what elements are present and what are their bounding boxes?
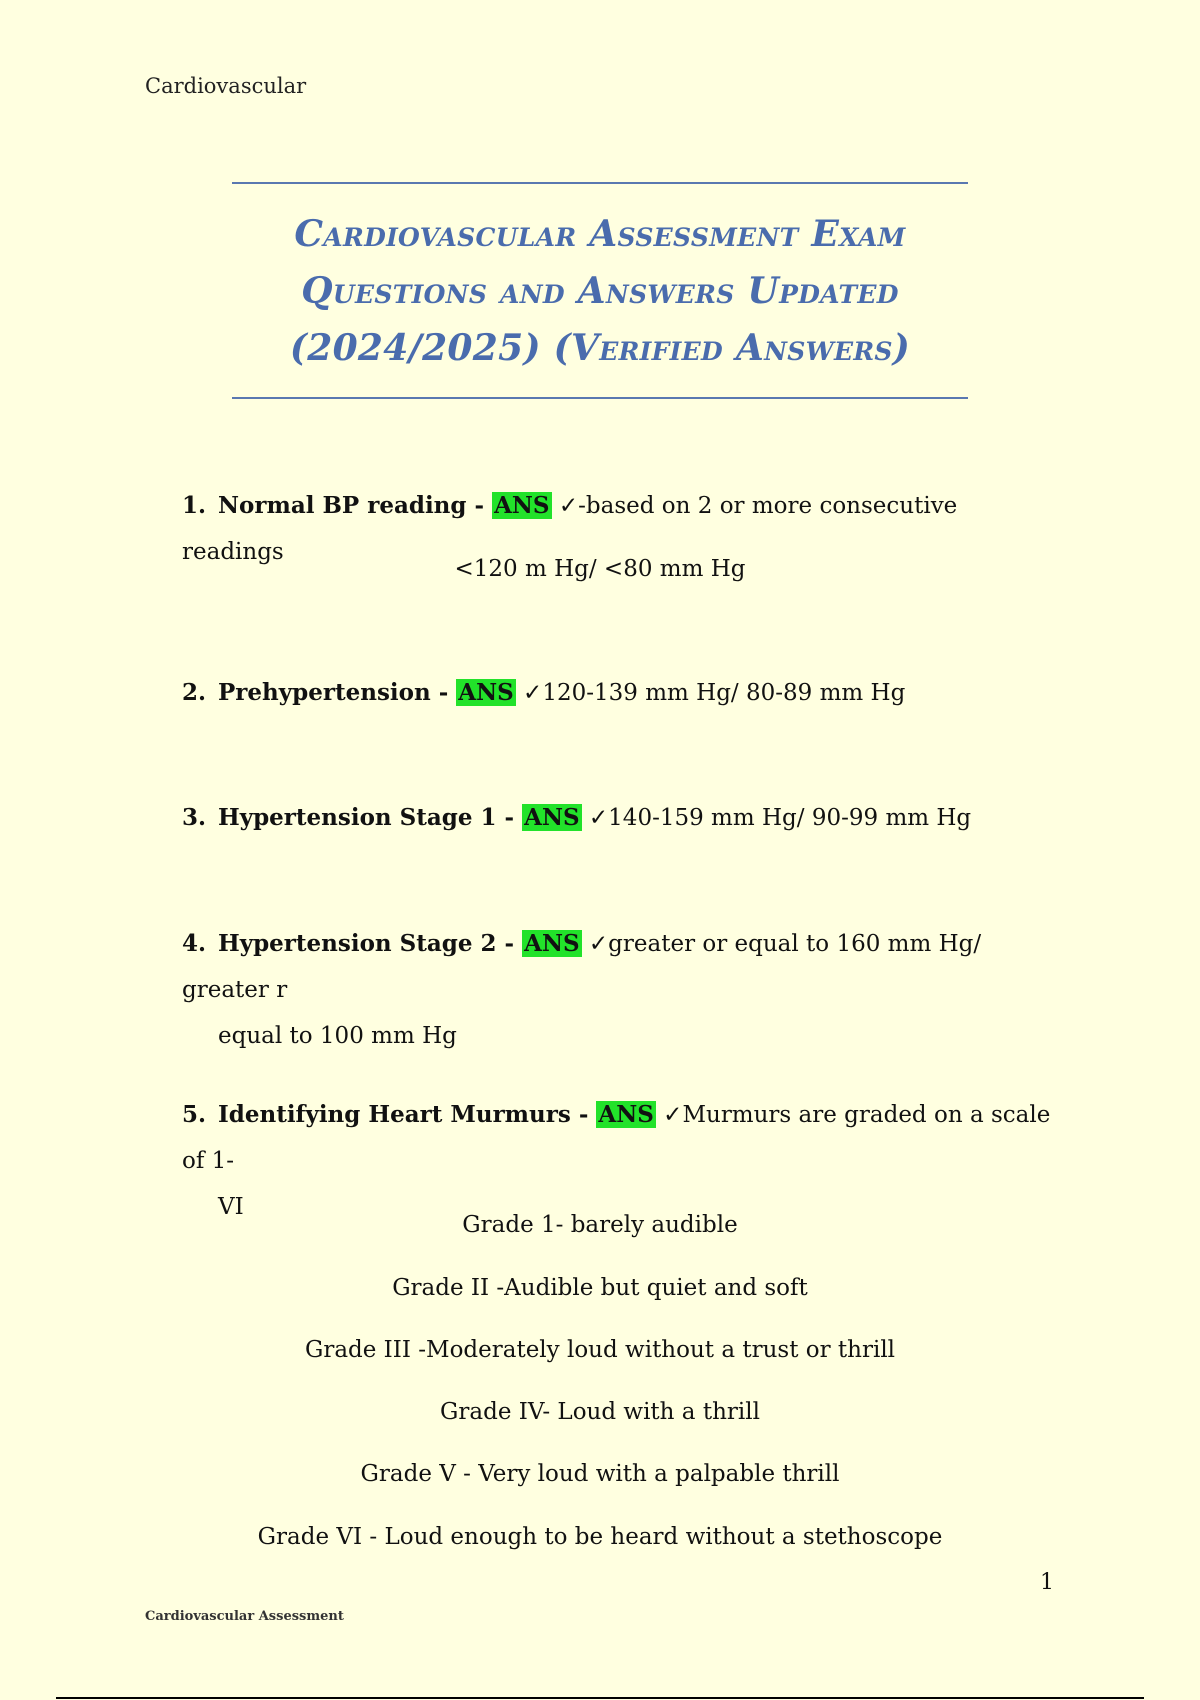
ans-highlight: ANS — [598, 1101, 654, 1128]
answer-text: 120-139 mm Hg/ 80-89 mm Hg — [542, 680, 906, 706]
separator: - — [496, 804, 523, 831]
separator: - — [430, 679, 457, 706]
answer-text: 140-159 mm Hg/ 90-99 mm Hg — [608, 805, 972, 831]
check-icon: ✓ — [581, 931, 609, 957]
question-number: 2. — [182, 679, 207, 706]
check-icon: ✓ — [581, 805, 609, 831]
ans-highlight: ANS — [458, 679, 514, 706]
question-term: Hypertension Stage 2 — [218, 930, 497, 957]
ans-highlight: ANS — [494, 492, 550, 519]
answer-text: Murmurs are graded on a scale of 1- — [182, 1102, 1051, 1174]
murmur-grade-line: Grade VI - Loud enough to be heard without a stethoscope — [257, 1524, 943, 1550]
separator: - — [570, 1101, 597, 1128]
question-number: 4. — [182, 930, 207, 957]
check-icon: ✓ — [655, 1102, 683, 1128]
document-title — [232, 182, 968, 399]
page-number: 1 — [1040, 1570, 1054, 1595]
question-number: 1. — [182, 492, 207, 519]
murmur-grade-line: Grade II -Audible but quiet and soft — [392, 1275, 808, 1301]
question-number: 5. — [182, 1101, 207, 1128]
murmur-grade-line: Grade III -Moderately loud without a trust or thrill — [304, 1337, 896, 1363]
separator: - — [466, 492, 493, 519]
separator: - — [496, 930, 523, 957]
murmur-grade-line: Grade IV- Loud with a thrill — [440, 1399, 760, 1425]
question-term: Prehypertension — [218, 679, 431, 706]
page-footer: Cardiovascular Assessment — [145, 1609, 344, 1624]
answer-extra-line: <120 m Hg/ <80 mm Hg — [454, 556, 746, 582]
page-header: Cardiovascular — [145, 74, 307, 98]
title-line: Cardiovascular Assessment Exam — [294, 213, 906, 255]
murmur-grade-line: Grade 1- barely audible — [462, 1212, 738, 1238]
answer-text: -based on 2 or more consecutive readings — [182, 493, 958, 565]
question-term: Hypertension Stage 1 — [218, 804, 497, 831]
title-line: Questions and Answers Updated — [301, 270, 899, 312]
answer-continuation: VI — [218, 1194, 244, 1220]
question-item — [182, 921, 1062, 1059]
question-term: Identifying Heart Murmurs — [218, 1101, 571, 1128]
murmur-grade-line: Grade V - Very loud with a palpable thrill — [360, 1461, 840, 1487]
check-icon: ✓ — [515, 680, 543, 706]
question-term: Normal BP reading — [218, 492, 467, 519]
question-item — [182, 670, 1062, 716]
check-icon: ✓ — [551, 493, 579, 519]
answer-continuation: equal to 100 mm Hg — [218, 1023, 457, 1049]
question-item — [182, 795, 1062, 841]
ans-highlight: ANS — [524, 930, 580, 957]
title-line: (2024/2025) (Verified Answers) — [289, 327, 911, 369]
ans-highlight: ANS — [524, 804, 580, 831]
question-number: 3. — [182, 804, 207, 831]
answer-text: greater or equal to 160 mm Hg/ greater r — [182, 931, 982, 1003]
footer-divider — [56, 1697, 1144, 1699]
